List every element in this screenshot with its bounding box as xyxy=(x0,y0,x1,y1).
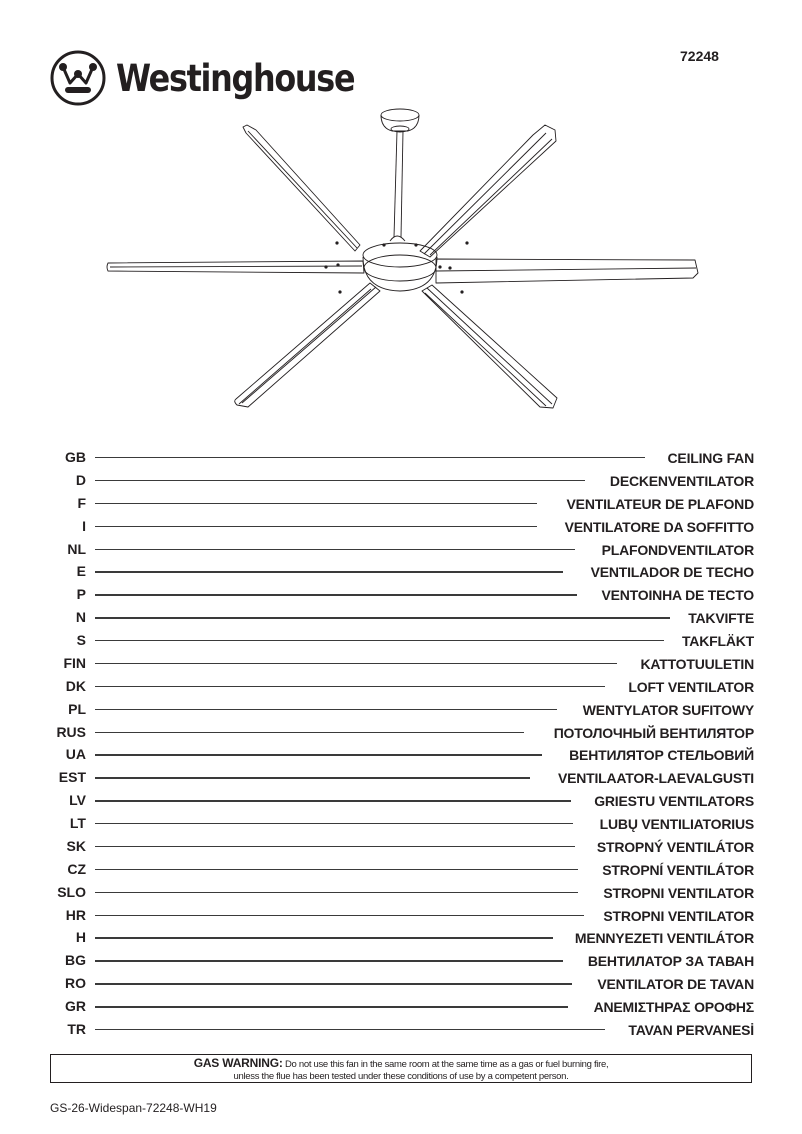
language-row xyxy=(0,629,802,651)
gas-warning-box xyxy=(50,1054,752,1083)
leader-line xyxy=(95,983,572,984)
language-code: D xyxy=(75,471,86,488)
language-product-name: MENNYEZETI VENTILÁTOR xyxy=(569,927,754,949)
language-row xyxy=(0,789,802,811)
language-code: SLO xyxy=(57,883,86,900)
leader-line xyxy=(95,960,563,961)
leader-line xyxy=(95,732,524,733)
language-code: P xyxy=(76,586,86,603)
leader-line xyxy=(95,549,575,550)
leader-line xyxy=(95,640,664,641)
leader-line xyxy=(95,869,578,870)
language-code: GR xyxy=(65,998,86,1015)
language-product-name: DECKENVENTILATOR xyxy=(604,470,754,492)
language-row xyxy=(0,926,802,948)
language-product-name: VENTILATOR DE TAVAN xyxy=(591,973,754,995)
language-code: LT xyxy=(69,815,86,832)
warning-text-line2: unless the flue has been tested under these conditions of use by a competent person. xyxy=(233,1071,569,1082)
leader-line xyxy=(95,617,670,618)
language-row xyxy=(0,904,802,926)
language-row xyxy=(0,858,802,880)
leader-line xyxy=(95,800,571,801)
language-code: RUS xyxy=(56,723,86,740)
westinghouse-w-logo-icon xyxy=(50,50,106,106)
language-code: EST xyxy=(58,769,86,786)
language-row xyxy=(0,469,802,491)
language-row xyxy=(0,743,802,765)
language-row xyxy=(0,995,802,1017)
leader-line xyxy=(95,480,585,481)
language-row xyxy=(0,812,802,834)
language-product-name: STROPNÝ VENTILÁTOR xyxy=(591,836,754,858)
warning-title: GAS WARNING: xyxy=(193,1056,283,1070)
language-row xyxy=(0,652,802,674)
language-product-name: STROPNI VENTILATOR xyxy=(597,905,754,927)
language-product-name: TAKFLÄKT xyxy=(676,630,754,652)
language-row xyxy=(0,972,802,994)
language-row xyxy=(0,949,802,971)
leader-line xyxy=(95,846,575,847)
ceiling-fan-illustration-icon xyxy=(100,95,700,425)
language-code: E xyxy=(76,563,86,580)
language-product-name: ПОТОЛОЧНЫЙ ВЕНТИЛЯТОР xyxy=(548,722,754,744)
language-code: CZ xyxy=(67,860,86,877)
leader-line xyxy=(95,571,563,572)
language-product-name: STROPNÍ VENTILÁTOR xyxy=(596,859,754,881)
language-code: I xyxy=(82,517,86,534)
leader-line xyxy=(95,686,605,687)
language-product-name: GRIESTU VENTILATORS xyxy=(588,790,754,812)
language-code: H xyxy=(75,929,86,946)
leader-line xyxy=(95,503,537,504)
document-code: GS-26-Widespan-72248-WH19 xyxy=(50,1101,217,1115)
language-row xyxy=(0,492,802,514)
language-product-name: KATTOTUULETIN xyxy=(634,653,754,675)
language-product-name: VENTILATEUR DE PLAFOND xyxy=(561,493,754,515)
leader-line xyxy=(95,663,617,664)
language-code: LV xyxy=(69,792,86,809)
language-row xyxy=(0,560,802,582)
language-code: SK xyxy=(66,837,86,854)
language-product-name: VENTILADOR DE TECHO xyxy=(585,561,754,583)
language-code: BG xyxy=(65,952,86,969)
language-row xyxy=(0,446,802,468)
leader-line xyxy=(95,457,645,458)
language-product-name: VENTILAATOR-LAEVALGUSTI xyxy=(552,767,754,789)
language-product-name: ВЕНТИЛЯТОР СТЕЛЬОВИЙ xyxy=(563,744,754,766)
language-code: UA xyxy=(65,746,86,763)
language-row xyxy=(0,606,802,628)
leader-line xyxy=(95,1029,605,1030)
language-product-name: PLAFONDVENTILATOR xyxy=(596,539,754,561)
language-row xyxy=(0,698,802,720)
language-product-name: VENTOINHA DE TECTO xyxy=(596,584,755,606)
language-code: RO xyxy=(65,975,86,992)
leader-line xyxy=(95,937,553,938)
leader-line xyxy=(95,709,557,710)
leader-line xyxy=(95,526,537,527)
language-row xyxy=(0,721,802,743)
language-row xyxy=(0,675,802,697)
language-code: S xyxy=(76,632,86,649)
language-product-name: CEILING FAN xyxy=(662,447,754,469)
leader-line xyxy=(95,1006,568,1007)
language-product-name: TAKVIFTE xyxy=(682,607,754,629)
language-code: F xyxy=(77,494,86,511)
language-code: HR xyxy=(65,906,86,923)
language-product-name: LUBŲ VENTILIATORIUS xyxy=(594,813,754,835)
language-code: PL xyxy=(68,700,86,717)
model-number: 72248 xyxy=(680,48,719,64)
leader-line xyxy=(95,892,578,893)
leader-line xyxy=(95,754,542,755)
language-code: TR xyxy=(67,1021,86,1037)
language-product-name: VENTILATORE DA SOFFITTO xyxy=(559,516,754,538)
language-row xyxy=(0,1018,802,1040)
language-row xyxy=(0,835,802,857)
language-product-name: STROPNI VENTILATOR xyxy=(597,882,754,904)
leader-line xyxy=(95,777,530,778)
language-row xyxy=(0,766,802,788)
language-product-name: ВЕНТИЛАТОР ЗА ТАВАН xyxy=(582,950,754,972)
language-code: GB xyxy=(65,449,86,465)
leader-line xyxy=(95,915,584,916)
language-code: NL xyxy=(67,540,86,557)
leader-line xyxy=(95,594,577,595)
warning-text-line1: Do not use this fan in the same room at the same time as a gas or fuel burning fire, xyxy=(284,1059,609,1070)
language-product-name: WENTYLATOR SUFITOWY xyxy=(577,699,754,721)
language-code: DK xyxy=(65,677,86,694)
brand-name: Westinghouse xyxy=(116,56,355,100)
leader-line xyxy=(95,823,573,824)
language-product-name: LOFT VENTILATOR xyxy=(622,676,754,698)
language-product-name: ΑΝΕΜΙΣΤΗΡΑΣ ΟΡΟΦΗΣ xyxy=(588,996,754,1018)
language-code: FIN xyxy=(63,654,86,671)
language-row xyxy=(0,881,802,903)
language-row xyxy=(0,583,802,605)
language-product-name: TAVAN PERVANESİ xyxy=(622,1019,754,1041)
language-code: N xyxy=(75,609,86,626)
language-row xyxy=(0,538,802,560)
language-row xyxy=(0,515,802,537)
